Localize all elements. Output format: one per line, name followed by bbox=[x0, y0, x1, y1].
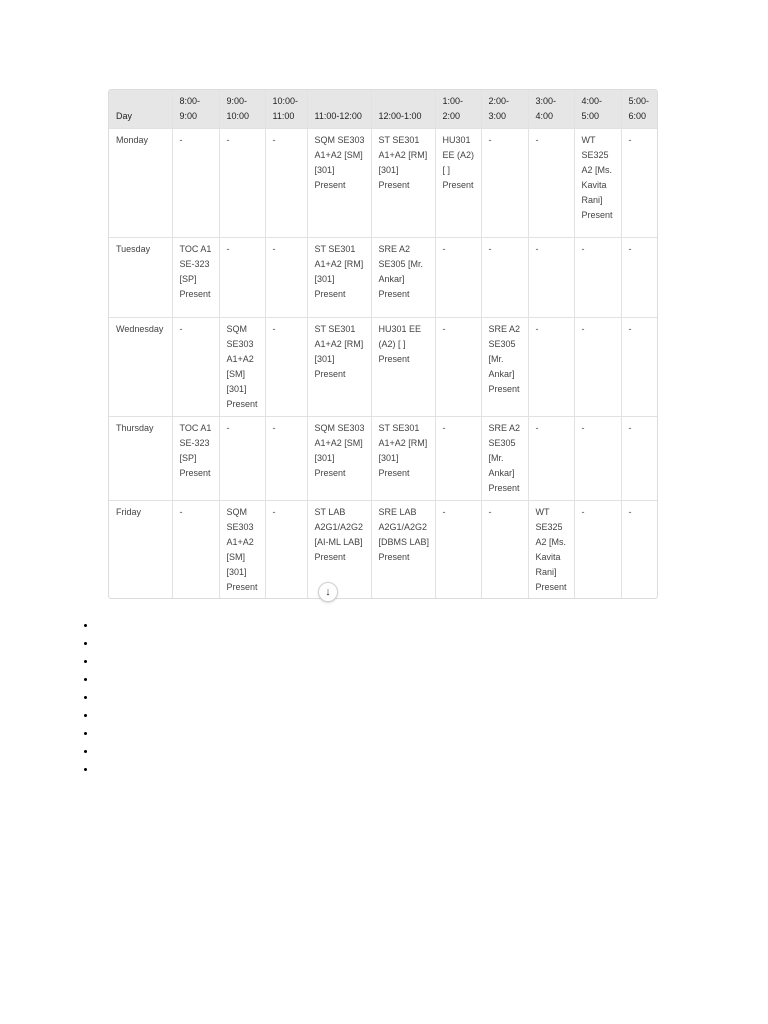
class-cell: - bbox=[481, 238, 528, 318]
class-cell: - bbox=[435, 417, 481, 501]
class-cell: SRE A2 SE305 [Mr. Ankar] Present bbox=[481, 417, 528, 501]
class-cell: TOC A1 SE-323 [SP] Present bbox=[172, 417, 219, 501]
class-cell: SQM SE303 A1+A2 [SM] [301] Present bbox=[219, 501, 265, 600]
arrow-down-icon: ↓ bbox=[325, 586, 331, 598]
class-cell: - bbox=[219, 129, 265, 238]
bullet-list bbox=[75, 617, 97, 779]
class-cell: HU301 EE (A2) [ ] Present bbox=[435, 129, 481, 238]
table-row bbox=[109, 417, 658, 501]
class-cell: SQM SE303 A1+A2 [SM][301] Present bbox=[307, 417, 371, 501]
header-slot: 8:00-9:00 bbox=[172, 90, 219, 129]
class-cell: - bbox=[574, 501, 621, 600]
class-cell: - bbox=[528, 318, 574, 417]
class-cell: SRE A2 SE305 [Mr. Ankar] Present bbox=[371, 238, 435, 318]
header-row bbox=[109, 90, 658, 129]
class-cell: ST LAB A2G1/A2G2 [AI-ML LAB] Present bbox=[307, 501, 371, 600]
day-cell: Wednesday bbox=[109, 318, 172, 417]
timetable-container bbox=[108, 89, 658, 599]
class-cell: - bbox=[621, 238, 658, 318]
header-slot: 5:00-6:00 bbox=[621, 90, 658, 129]
class-cell: WT SE325 A2 [Ms. Kavita Rani] Present bbox=[574, 129, 621, 238]
table-row bbox=[109, 238, 658, 318]
class-cell: ST SE301 A1+A2 [RM][301] Present bbox=[371, 129, 435, 238]
class-cell: - bbox=[265, 318, 307, 417]
class-cell: - bbox=[172, 318, 219, 417]
class-cell: - bbox=[265, 238, 307, 318]
day-cell: Thursday bbox=[109, 417, 172, 501]
class-cell: SRE LAB A2G1/A2G2 [DBMS LAB] Present bbox=[371, 501, 435, 600]
class-cell: ST SE301 A1+A2 [RM][301] Present bbox=[307, 238, 371, 318]
class-cell: - bbox=[621, 417, 658, 501]
class-cell: - bbox=[435, 501, 481, 600]
class-cell: - bbox=[628, 507, 632, 517]
header-slot: 11:00-12:00 bbox=[307, 90, 371, 129]
class-cell: SRE A2 SE305 [Mr. Ankar] Present bbox=[481, 318, 528, 417]
class-cell: - bbox=[481, 129, 528, 238]
class-cell: - bbox=[528, 238, 574, 318]
timetable bbox=[109, 90, 658, 599]
scroll-down-button[interactable] bbox=[318, 582, 338, 602]
class-cell: - bbox=[265, 417, 307, 501]
class-cell: SQM SE303 A1+A2 [SM] [301] Present bbox=[219, 318, 265, 417]
class-cell: - bbox=[528, 129, 574, 238]
header-slot: 12:00-1:00 bbox=[371, 90, 435, 129]
class-cell: - bbox=[574, 238, 621, 318]
class-cell: - bbox=[172, 129, 219, 238]
class-cell: - bbox=[265, 129, 307, 238]
class-cell: - bbox=[574, 417, 621, 501]
class-cell: - bbox=[435, 318, 481, 417]
class-cell: - bbox=[219, 417, 265, 501]
class-cell: SQM SE303 A1+A2 [SM][301] Present bbox=[307, 129, 371, 238]
class-cell: - bbox=[265, 501, 307, 600]
class-cell: HU301 EE (A2) [ ] Present bbox=[371, 318, 435, 417]
class-cell: ST SE301 A1+A2 [RM][301] Present bbox=[371, 417, 435, 501]
class-cell: - bbox=[621, 129, 658, 238]
header-slot: 3:00-4:00 bbox=[528, 90, 574, 129]
class-cell: - bbox=[481, 501, 528, 600]
class-cell: - bbox=[621, 318, 658, 417]
header-slot: 9:00-10:00 bbox=[219, 90, 265, 129]
day-cell: Friday bbox=[109, 501, 172, 600]
class-cell: WT SE325 A2 [Ms. Kavita Rani] Present bbox=[528, 501, 574, 600]
class-cell: TOC A1 SE-323 [SP] Present bbox=[172, 238, 219, 318]
class-cell: - bbox=[435, 238, 481, 318]
header-slot: 1:00-2:00 bbox=[435, 90, 481, 129]
header-slot: 4:00-5:00 bbox=[574, 90, 621, 129]
day-cell: Tuesday bbox=[109, 238, 172, 318]
header-slot: 2:00-3:00 bbox=[481, 90, 528, 129]
header-slot: 10:00-11:00 bbox=[265, 90, 307, 129]
class-cell: - bbox=[172, 501, 219, 600]
header-day: Day bbox=[109, 90, 172, 129]
class-cell: - bbox=[219, 238, 265, 318]
table-row bbox=[109, 501, 658, 600]
class-cell: - bbox=[574, 318, 621, 417]
table-row bbox=[109, 318, 658, 417]
day-cell: Monday bbox=[109, 129, 172, 238]
class-cell: - bbox=[528, 417, 574, 501]
table-row bbox=[109, 129, 658, 238]
class-cell: ST SE301 A1+A2 [RM][301] Present bbox=[307, 318, 371, 417]
